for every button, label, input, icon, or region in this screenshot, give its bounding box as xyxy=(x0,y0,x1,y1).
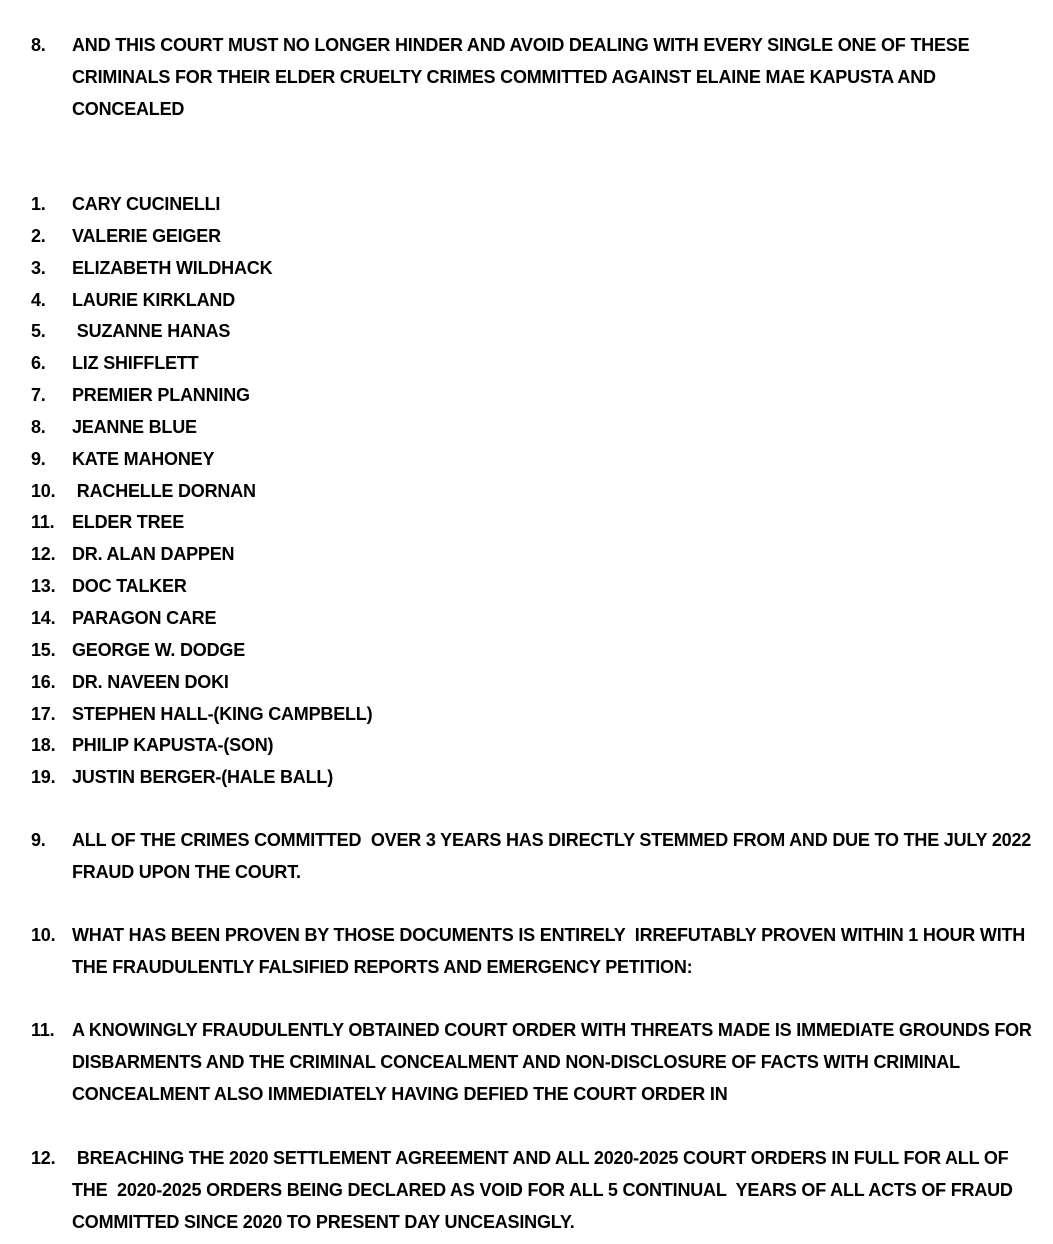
list-item-number: 10. xyxy=(31,480,56,501)
list-item-number: 18. xyxy=(31,735,56,756)
list-item-number: 3. xyxy=(31,257,46,278)
paragraph-10 xyxy=(31,919,1041,983)
list-item-number: 19. xyxy=(31,767,56,788)
paragraph-number: 9. xyxy=(31,830,46,850)
list-item xyxy=(31,570,831,602)
list-item xyxy=(31,443,831,475)
list-item-number: 17. xyxy=(31,703,56,724)
paragraph-number: 10. xyxy=(31,925,56,945)
list-item-number: 2. xyxy=(31,225,46,246)
list-item-name: ELDER TREE xyxy=(72,512,185,533)
list-item-name: JUSTIN BERGER-(HALE BALL) xyxy=(72,767,333,788)
list-item xyxy=(31,506,831,538)
list-item-number: 12. xyxy=(31,544,56,565)
list-item xyxy=(31,698,831,730)
paragraph-number: 12. xyxy=(31,1148,56,1168)
list-item xyxy=(31,252,831,284)
list-item-name: PHILIP KAPUSTA-(SON) xyxy=(72,735,274,756)
paragraph-11 xyxy=(31,1014,1041,1110)
list-item-number: 6. xyxy=(31,353,46,374)
paragraph-text: AND THIS COURT MUST NO LONGER HINDER AND AVOID DEALING WITH EVERY SINGLE ONE OF THESE CRIMINALS FOR THEIR ELDER CRUELTY CRIMES COMMITTED AGAINST ELAINE MAE KAPUSTA AND CONCEALED xyxy=(72,35,975,119)
list-item-number: 11. xyxy=(31,512,55,533)
list-item-name: VALERIE GEIGER xyxy=(72,225,221,246)
list-item xyxy=(31,729,831,761)
list-item xyxy=(31,475,831,507)
paragraph-number: 8. xyxy=(31,35,46,55)
list-item-number: 9. xyxy=(31,448,46,469)
list-item-name: CARY CUCINELLI xyxy=(72,194,221,214)
list-item xyxy=(31,634,831,666)
list-item xyxy=(31,379,831,411)
list-item-number: 8. xyxy=(31,416,46,437)
paragraph-text: A KNOWINGLY FRAUDULENTLY OBTAINED COURT ORDER WITH THREATS MADE IS IMMEDIATE GROUNDS FOR DISBARMENTS AND THE CRIMINAL CONCEALMENT AND NON-DISCLOSURE OF FACTS WITH CRIMINAL CONCEALMENT ALSO IMMEDIATELY HAVING DEFIED THE COURT ORDER IN xyxy=(72,1020,1037,1104)
list-item-name: DR. ALAN DAPPEN xyxy=(72,544,235,565)
list-item-number: 7. xyxy=(31,385,46,406)
list-item xyxy=(31,220,831,252)
list-item-name: SUZANNE HANAS xyxy=(72,321,231,342)
paragraph-text: BREACHING THE 2020 SETTLEMENT AGREEMENT AND ALL 2020-2025 COURT ORDERS IN FULL FOR ALL OF THE 2020-2025 ORDERS BEING DECLARED AS VOID FOR ALL 5 CONTINUAL YEARS OF ALL ACTS OF FRAUD COMMITTED SINCE 2020 TO PRESENT DAY UNCEASINGLY. xyxy=(72,1148,1018,1232)
list-item xyxy=(31,761,831,793)
list-item xyxy=(31,666,831,698)
list-item xyxy=(31,538,831,570)
list-item-name: KATE MAHONEY xyxy=(72,448,215,469)
list-item-name: STEPHEN HALL-(KING CAMPBELL) xyxy=(72,703,373,724)
paragraph-text: WHAT HAS BEEN PROVEN BY THOSE DOCUMENTS IS ENTIRELY IRREFUTABLY PROVEN WITHIN 1 HOUR WITH THE FRAUDULENTLY FALSIFIED REPORTS AND EMERGENCY PETITION: xyxy=(72,925,1030,977)
paragraph-8 xyxy=(31,29,1041,125)
list-item-number: 14. xyxy=(31,607,56,628)
list-item xyxy=(31,315,831,347)
list-item-name: PREMIER PLANNING xyxy=(72,385,250,406)
list-item xyxy=(31,284,831,316)
list-item-number: 1. xyxy=(31,194,46,214)
paragraph-text: ALL OF THE CRIMES COMMITTED OVER 3 YEARS HAS DIRECTLY STEMMED FROM AND DUE TO THE JULY 2022 FRAUD UPON THE COURT. xyxy=(72,830,1036,882)
list-item-number: 16. xyxy=(31,671,56,692)
list-item-name: JEANNE BLUE xyxy=(72,416,197,437)
list-item-name: PARAGON CARE xyxy=(72,607,217,628)
list-item xyxy=(31,188,831,220)
list-item xyxy=(31,411,831,443)
list-item xyxy=(31,602,831,634)
paragraph-9 xyxy=(31,824,1041,888)
list-item-number: 4. xyxy=(31,289,46,310)
list-item-number: 5. xyxy=(31,321,46,342)
named-parties-list xyxy=(31,188,831,793)
list-item-name: RACHELLE DORNAN xyxy=(72,480,256,501)
list-item xyxy=(31,347,831,379)
list-item-name: DOC TALKER xyxy=(72,576,187,597)
list-item-name: DR. NAVEEN DOKI xyxy=(72,671,229,692)
list-item-number: 15. xyxy=(31,639,56,660)
list-item-name: ELIZABETH WILDHACK xyxy=(72,257,273,278)
list-item-name: GEORGE W. DODGE xyxy=(72,639,246,660)
list-item-name: LAURIE KIRKLAND xyxy=(72,289,235,310)
paragraph-number: 11. xyxy=(31,1020,55,1040)
list-item-number: 13. xyxy=(31,576,56,597)
paragraph-12 xyxy=(31,1142,1041,1238)
list-item-name: LIZ SHIFFLETT xyxy=(72,353,199,374)
